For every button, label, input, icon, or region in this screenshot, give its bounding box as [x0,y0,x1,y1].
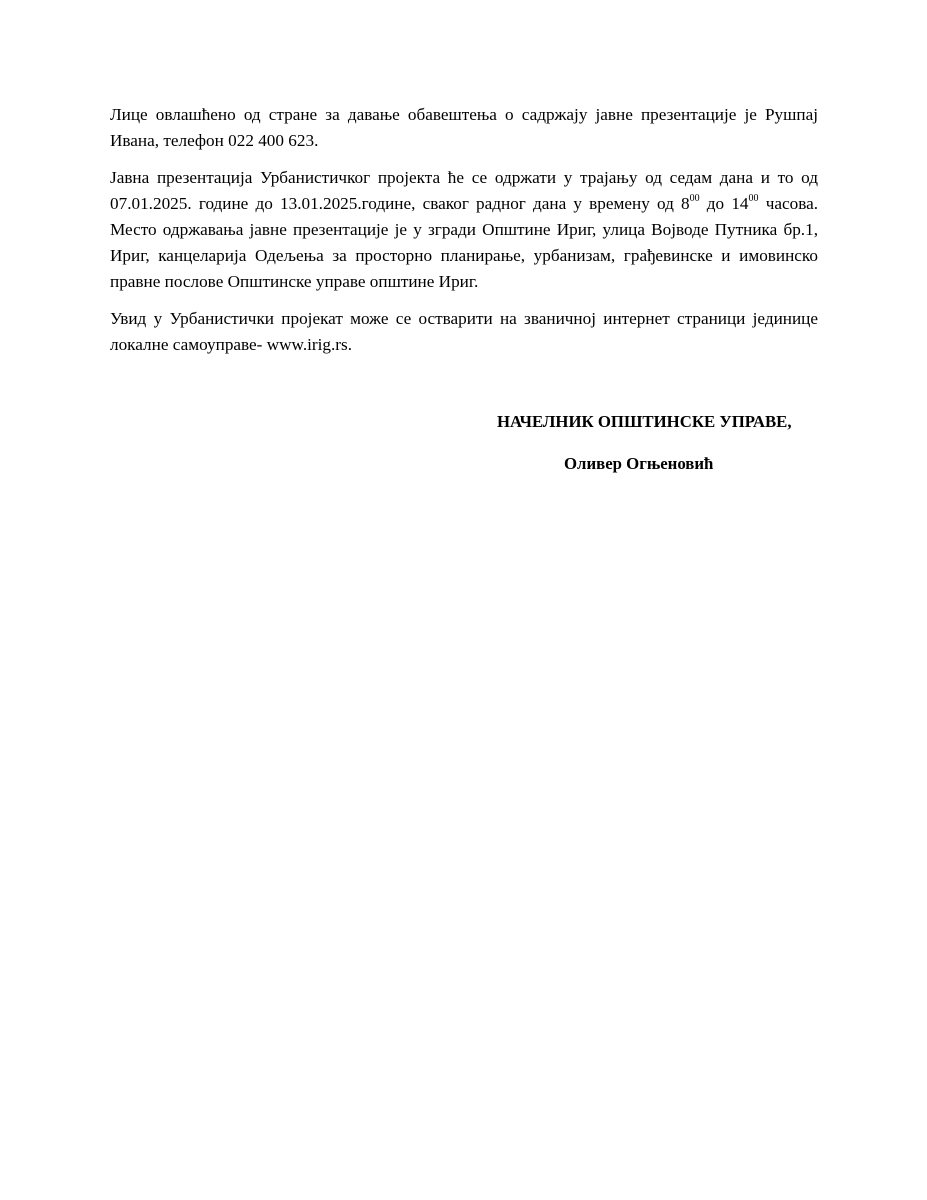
signature-title: НАЧЕЛНИК ОПШТИНСКЕ УПРАВЕ, [497,412,792,431]
inspection-paragraph: Увид у Урбанистички пројекат може се остварити на званичној интернет страници јединице локалне самоуправе- www.irig.rs. [110,309,818,354]
presentation-text-part-2: до 14 [699,194,749,213]
presentation-text-part-3: часова. Место одржавања јавне презентације је у згради Општине Ириг, улица Војводе Путника бр.1, Ириг, канцеларија Одељења за просторно планирање, урбанизам, грађевинске и имовинско правне послове Општинске управе општине Ириг. [110,194,819,291]
contact-paragraph: Лице овлашћено од стране за давање обавештења о садржају јавне презентације је Рушпај Ивана, телефон 022 400 623. [110,105,818,150]
end-time-minutes: 00 [748,193,759,204]
presentation-paragraph [110,165,818,295]
signature-name: Оливер Огњеновић [564,454,714,473]
document-body [110,102,818,369]
presentation-text-part-1: Јавна презентација Урбанистичког пројекта ће се одржати у трајању од седам дана и то од 07.01.2025. године до 13.01.2025.године, сваког радног дана у времену од 8 [110,168,818,213]
start-time-minutes: 00 [689,193,700,204]
